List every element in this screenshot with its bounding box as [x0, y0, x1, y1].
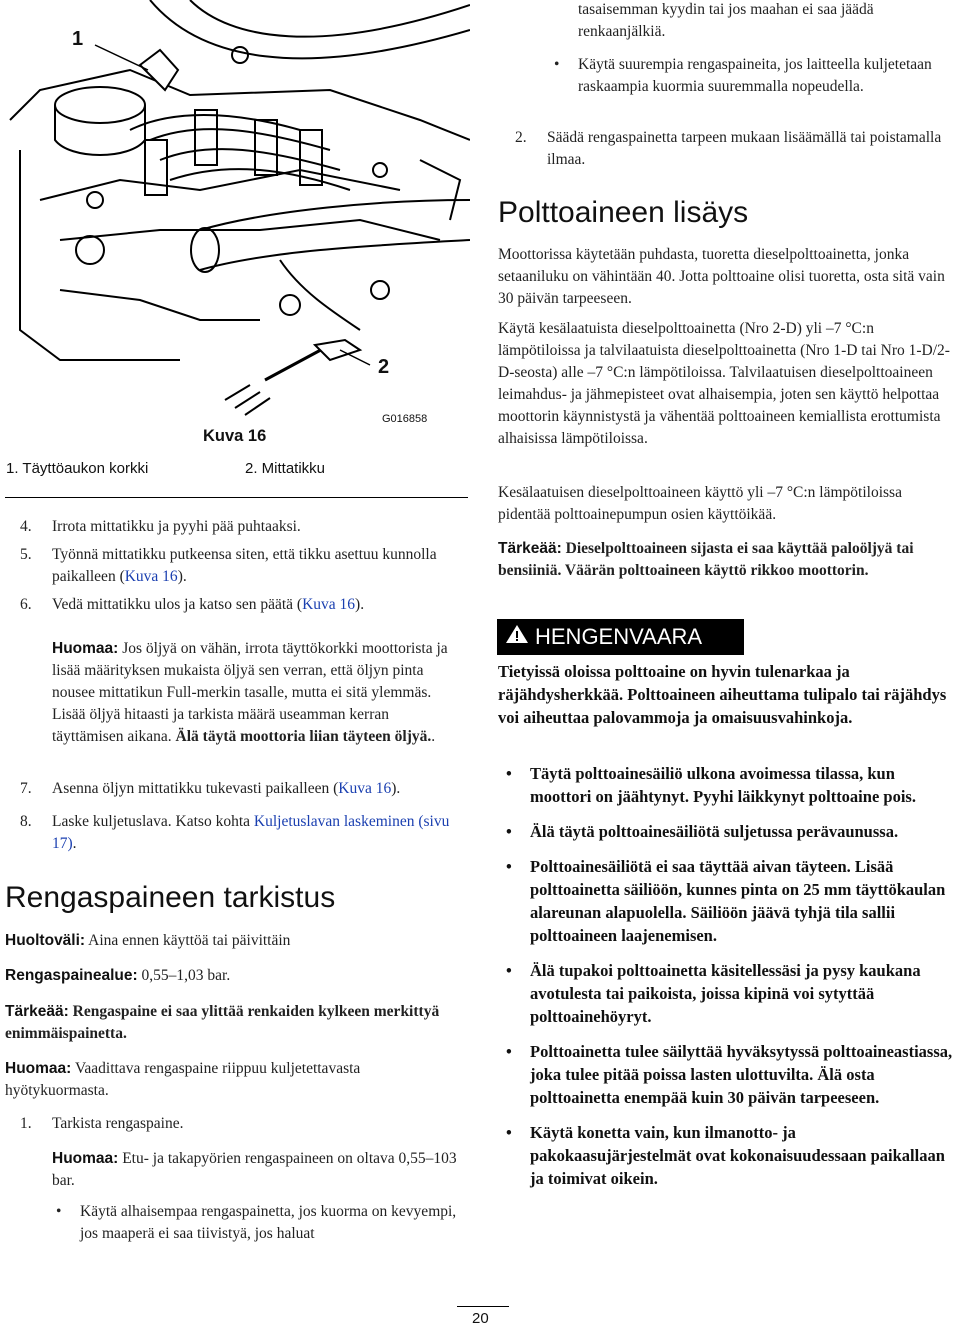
figure-link[interactable]: Kuva 16 [338, 780, 392, 797]
left-steps-2 [20, 778, 468, 855]
tire-step-1: 1. Tarkista rengaspaine. [20, 1115, 184, 1132]
tire-step-1-note: Huomaa: Etu- ja takapyörien rengaspaineen on oltava 0,55–103 bar. [52, 1150, 457, 1189]
tire-important: Tärkeää: Rengaspaine ei saa ylittää renkaiden kylkeen merkittyä enimmäispainetta. [5, 1003, 440, 1042]
list-item: • Käytä suurempia rengaspaineita, jos laitteella kuljetetaan raskaampia kuormia suuremmalla nopeudella. [550, 54, 950, 98]
oil-note: Huomaa: Jos öljyä on vähän, irrota täyttökorkki moottorista ja lisää määrityksen mukaista öljyä sen verran, että öljyn pinta nousee mittatikun Full-merkin tasalle, mutta ei sitä ylemmäs. Lisää öljyä hitaasti ja tarkista määrä useamman kerran täyttämisen aikana. Älä täytä moottoria liian täyteen öljyä.. [52, 640, 448, 745]
figure-caption: Kuva 16 [203, 427, 267, 445]
right-continued: tasaisemman kyydin tai jos maahan ei saa jäädä renkaanjälkiä. [578, 1, 874, 40]
page-number-rule [457, 1306, 509, 1307]
list-item: • Käytä konetta vain, kun ilmanotto- ja pakokaasujärjestelmät ovat kokonaisuudessaan paikallaan ja toimivat oikein. [502, 1121, 958, 1190]
fuel-paragraph-2: Käytä kesälaatuista dieselpolttoainetta (Nro 2-D) yli –7 °C:n lämpötiloissa ja talvilaatuista dieselpolttoainetta (Nro 1-D tai Nro 1-D/2-D-seosta) alle –7 °C:n lämpötiloissa. Talvilaatuisen dieselpolttoaineen leimahdus- ja jähmepisteet ovat alhaisempia, joten sen käyttö helpottaa moottorin käynnistystä ja vähentää polttoaineen kemiallista erottumista alhaisissa lämpötiloissa. [498, 320, 950, 447]
figure-code: G016858 [382, 413, 428, 425]
list-item: • Käytä alhaisempaa rengaspainetta, jos kuorma on kevyempi, jos maaperä ei saa tiivistyä, jos haluat [52, 1201, 462, 1245]
figure-rule [5, 497, 468, 498]
list-item: • Älä tupakoi polttoainetta käsitellessäsi ja pysy kaukana avotulesta tai paikoista, joissa kipinä voi sytyttää polttoainehöyryt. [502, 959, 958, 1028]
step-8: 8. Laske kuljetuslava. Katso kohta Kuljetuslavan laskeminen (sivu 17). [20, 813, 450, 852]
figure-callout-1: 1 [72, 28, 84, 50]
step-4: 4. Irrota mittatikku ja pyyhi pää puhtaaksi. [20, 518, 301, 535]
engine-figure [0, 0, 470, 500]
figure-link[interactable]: Kuva 16 [302, 596, 356, 613]
fuel-paragraph-3: Kesälaatuisen dieselpolttoaineen käyttö yli –7 °C:n lämpötiloissa pidentää polttoainepumpun osien käyttöikää. [498, 484, 902, 523]
fuel-important: Tärkeää: Dieselpolttoaineen sijasta ei saa käyttää paloöljyä tai bensiiniä. Väärän polttoaineen käyttö rikkoo moottorin. [498, 540, 914, 579]
section-link[interactable]: Kuljetuslavan laskeminen (sivu 17) [52, 813, 450, 852]
fuel-paragraph-1: Moottorissa käytetään puhdasta, tuoretta dieselpolttoainetta, jonka setaaniluku on vähintään 40. Jotta polttoaine olisi tuoretta, osta sitä vain 30 päivän tarpeeseen. [498, 246, 945, 307]
note-label: Huomaa: [52, 640, 119, 657]
warning-icon [505, 624, 529, 650]
list-item: • Täytä polttoainesäiliö ulkona avoimessa tilassa, kun moottori on jäähtynyt. Pyyhi läikkynyt polttoaine pois. [502, 762, 958, 808]
danger-label: HENGENVAARA [535, 624, 703, 649]
danger-text: Tietyissä oloissa polttoaine on hyvin tulenarkaa ja räjähdysherkkää. Polttoaineen aiheuttama tulipalo tai räjähdys voi aiheuttaa palovammoja ja omaisuusvahinkoja. [498, 662, 947, 727]
service-interval: Huoltoväli: Aina ennen käyttöä tai päivittäin [5, 932, 291, 949]
figure-legend-2: 2. Mittatikku [245, 460, 326, 477]
pressure-range: Rengaspainealue: 0,55–1,03 bar. [5, 967, 231, 984]
list-item: • Polttoainesäiliötä ei saa täyttää aivan täyteen. Lisää polttoainetta säiliöön, kunnes pinta on 25 mm täyttökaulan alareunan alapuolella. Säiliöön jäävä tyhjä tila sallii polttoaineen laajenemisen. [502, 855, 958, 947]
figure-callout-2: 2 [378, 356, 390, 378]
engine-illustration [0, 0, 470, 440]
tire-bullets-left [52, 1201, 462, 1245]
step-5: 5. Työnnä mittatikku putkeensa siten, että tikku asettuu kunnolla paikalleen (Kuva 16). [20, 546, 437, 585]
fuel-heading: Polttoaineen lisäys [498, 196, 749, 229]
list-item: • Älä täytä polttoainesäiliötä suljetussa perävaunussa. [502, 820, 958, 843]
step-7: 7. Asenna öljyn mittatikku tukevasti paikalleen (Kuva 16). [20, 780, 401, 797]
left-steps [20, 516, 468, 616]
danger-box [497, 619, 744, 655]
tire-heading: Rengaspaineen tarkistus [5, 881, 336, 914]
tire-step-2: 2. Säädä rengaspainetta tarpeen mukaan lisäämällä tai poistamalla ilmaa. [515, 129, 942, 168]
page-number: 20 [472, 1310, 489, 1327]
figure-link[interactable]: Kuva 16 [124, 568, 178, 585]
step-6: 6. Vedä mittatikku ulos ja katso sen päätä (Kuva 16). [20, 596, 365, 613]
fuel-bullets [502, 762, 958, 1190]
figure-legend-1: 1. Täyttöaukon korkki [6, 460, 149, 477]
tire-bullets-right [550, 54, 950, 98]
tire-note: Huomaa: Vaadittava rengaspaine riippuu kuljetettavasta hyötykuormasta. [5, 1060, 361, 1099]
list-item: • Polttoainetta tulee säilyttää hyväksytyssä polttoaineastiassa, joka tulee pitää poissa lasten ulottuvilta. Älä osta polttoainetta enempää kuin 30 päivän tarpeeseen. [502, 1040, 958, 1109]
